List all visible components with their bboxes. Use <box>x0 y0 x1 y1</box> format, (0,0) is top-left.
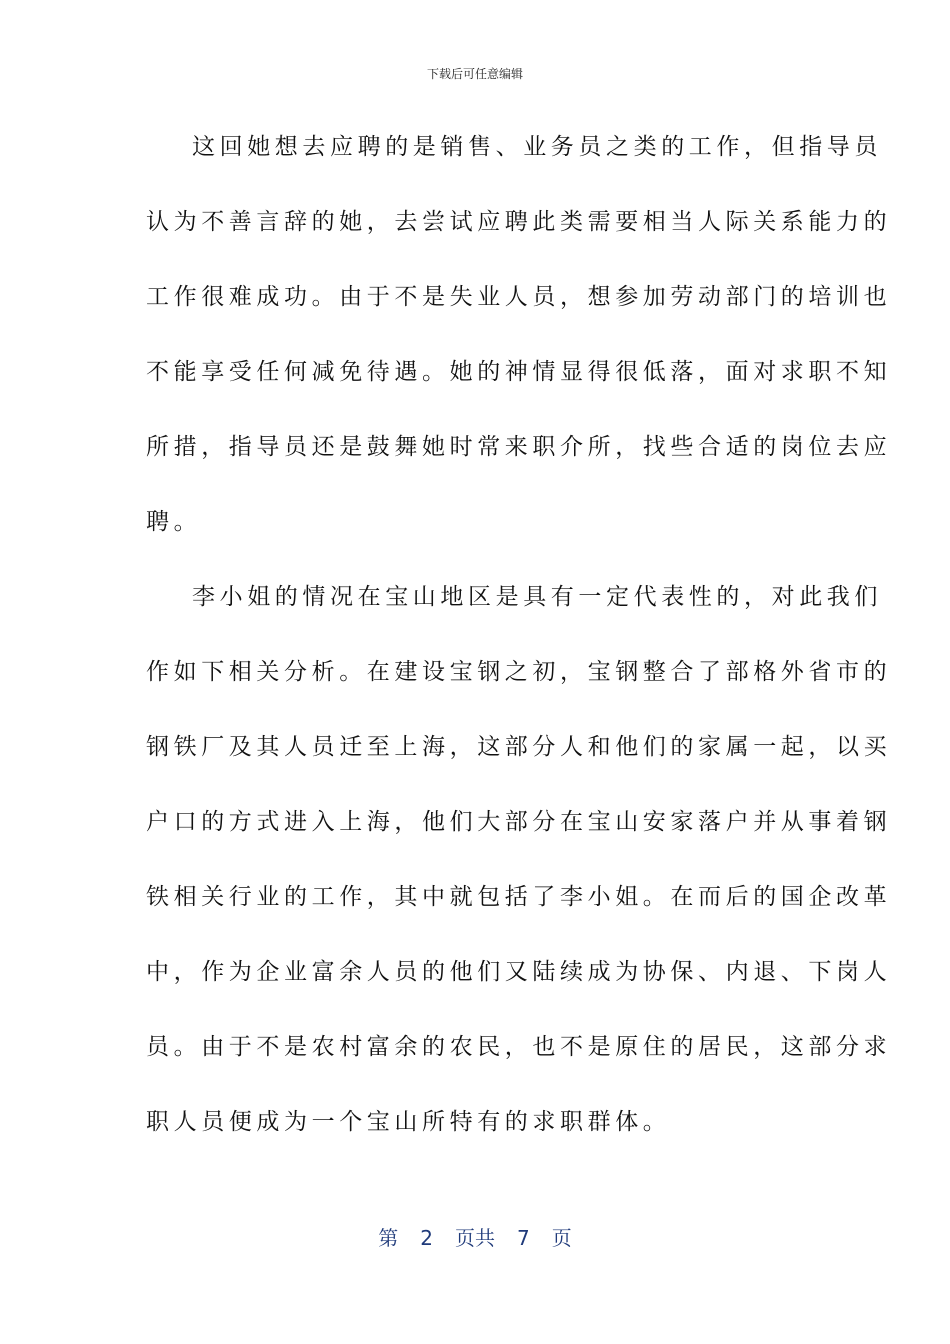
text-line: 作如下相关分析。在建设宝钢之初，宝钢整合了部格外省市的 <box>146 659 892 685</box>
footer-current-page: 2 <box>420 1226 433 1250</box>
header-note: 下载后可任意编辑 <box>426 67 523 81</box>
text-line: 不能享受任何减免待遇。她的神情显得很低落，面对求职不知 <box>146 359 892 385</box>
footer-middle: 页共 <box>455 1226 495 1250</box>
footer-suffix: 页 <box>551 1226 572 1250</box>
text-line: 所措，指导员还是鼓舞她时常来职介所，找些合适的岗位去应 <box>146 434 892 460</box>
text-line: 工作很难成功。由于不是失业人员，想参加劳动部门的培训也 <box>146 284 892 310</box>
text-line: 铁相关行业的工作，其中就包括了李小姐。在而后的国企改革 <box>146 884 892 910</box>
footer-total-pages: 7 <box>517 1226 530 1250</box>
text-line: 职人员便成为一个宝山所特有的求职群体。 <box>146 1109 671 1135</box>
text-line: 聘。 <box>146 509 202 535</box>
text-line: 认为不善言辞的她，去尝试应聘此类需要相当人际关系能力的 <box>146 209 892 235</box>
text-line: 钢铁厂及其人员迁至上海，这部分人和他们的家属一起，以买 <box>146 734 892 760</box>
paragraph-1 <box>146 120 892 570</box>
paragraph-2 <box>146 570 892 1170</box>
text-line: 中，作为企业富余人员的他们又陆续成为协保、内退、下岗人 <box>146 959 892 985</box>
text-line: 李小姐的情况在宝山地区是具有一定代表性的，对此我们 <box>192 584 882 610</box>
document-body <box>146 120 892 1170</box>
footer-prefix: 第 <box>378 1226 399 1250</box>
text-line: 户口的方式进入上海，他们大部分在宝山安家落户并从事着钢 <box>146 809 892 835</box>
text-line: 员。由于不是农村富余的农民，也不是原住的居民，这部分求 <box>146 1034 892 1060</box>
text-line: 这回她想去应聘的是销售、业务员之类的工作，但指导员 <box>192 134 882 160</box>
page-footer <box>0 1224 950 1252</box>
